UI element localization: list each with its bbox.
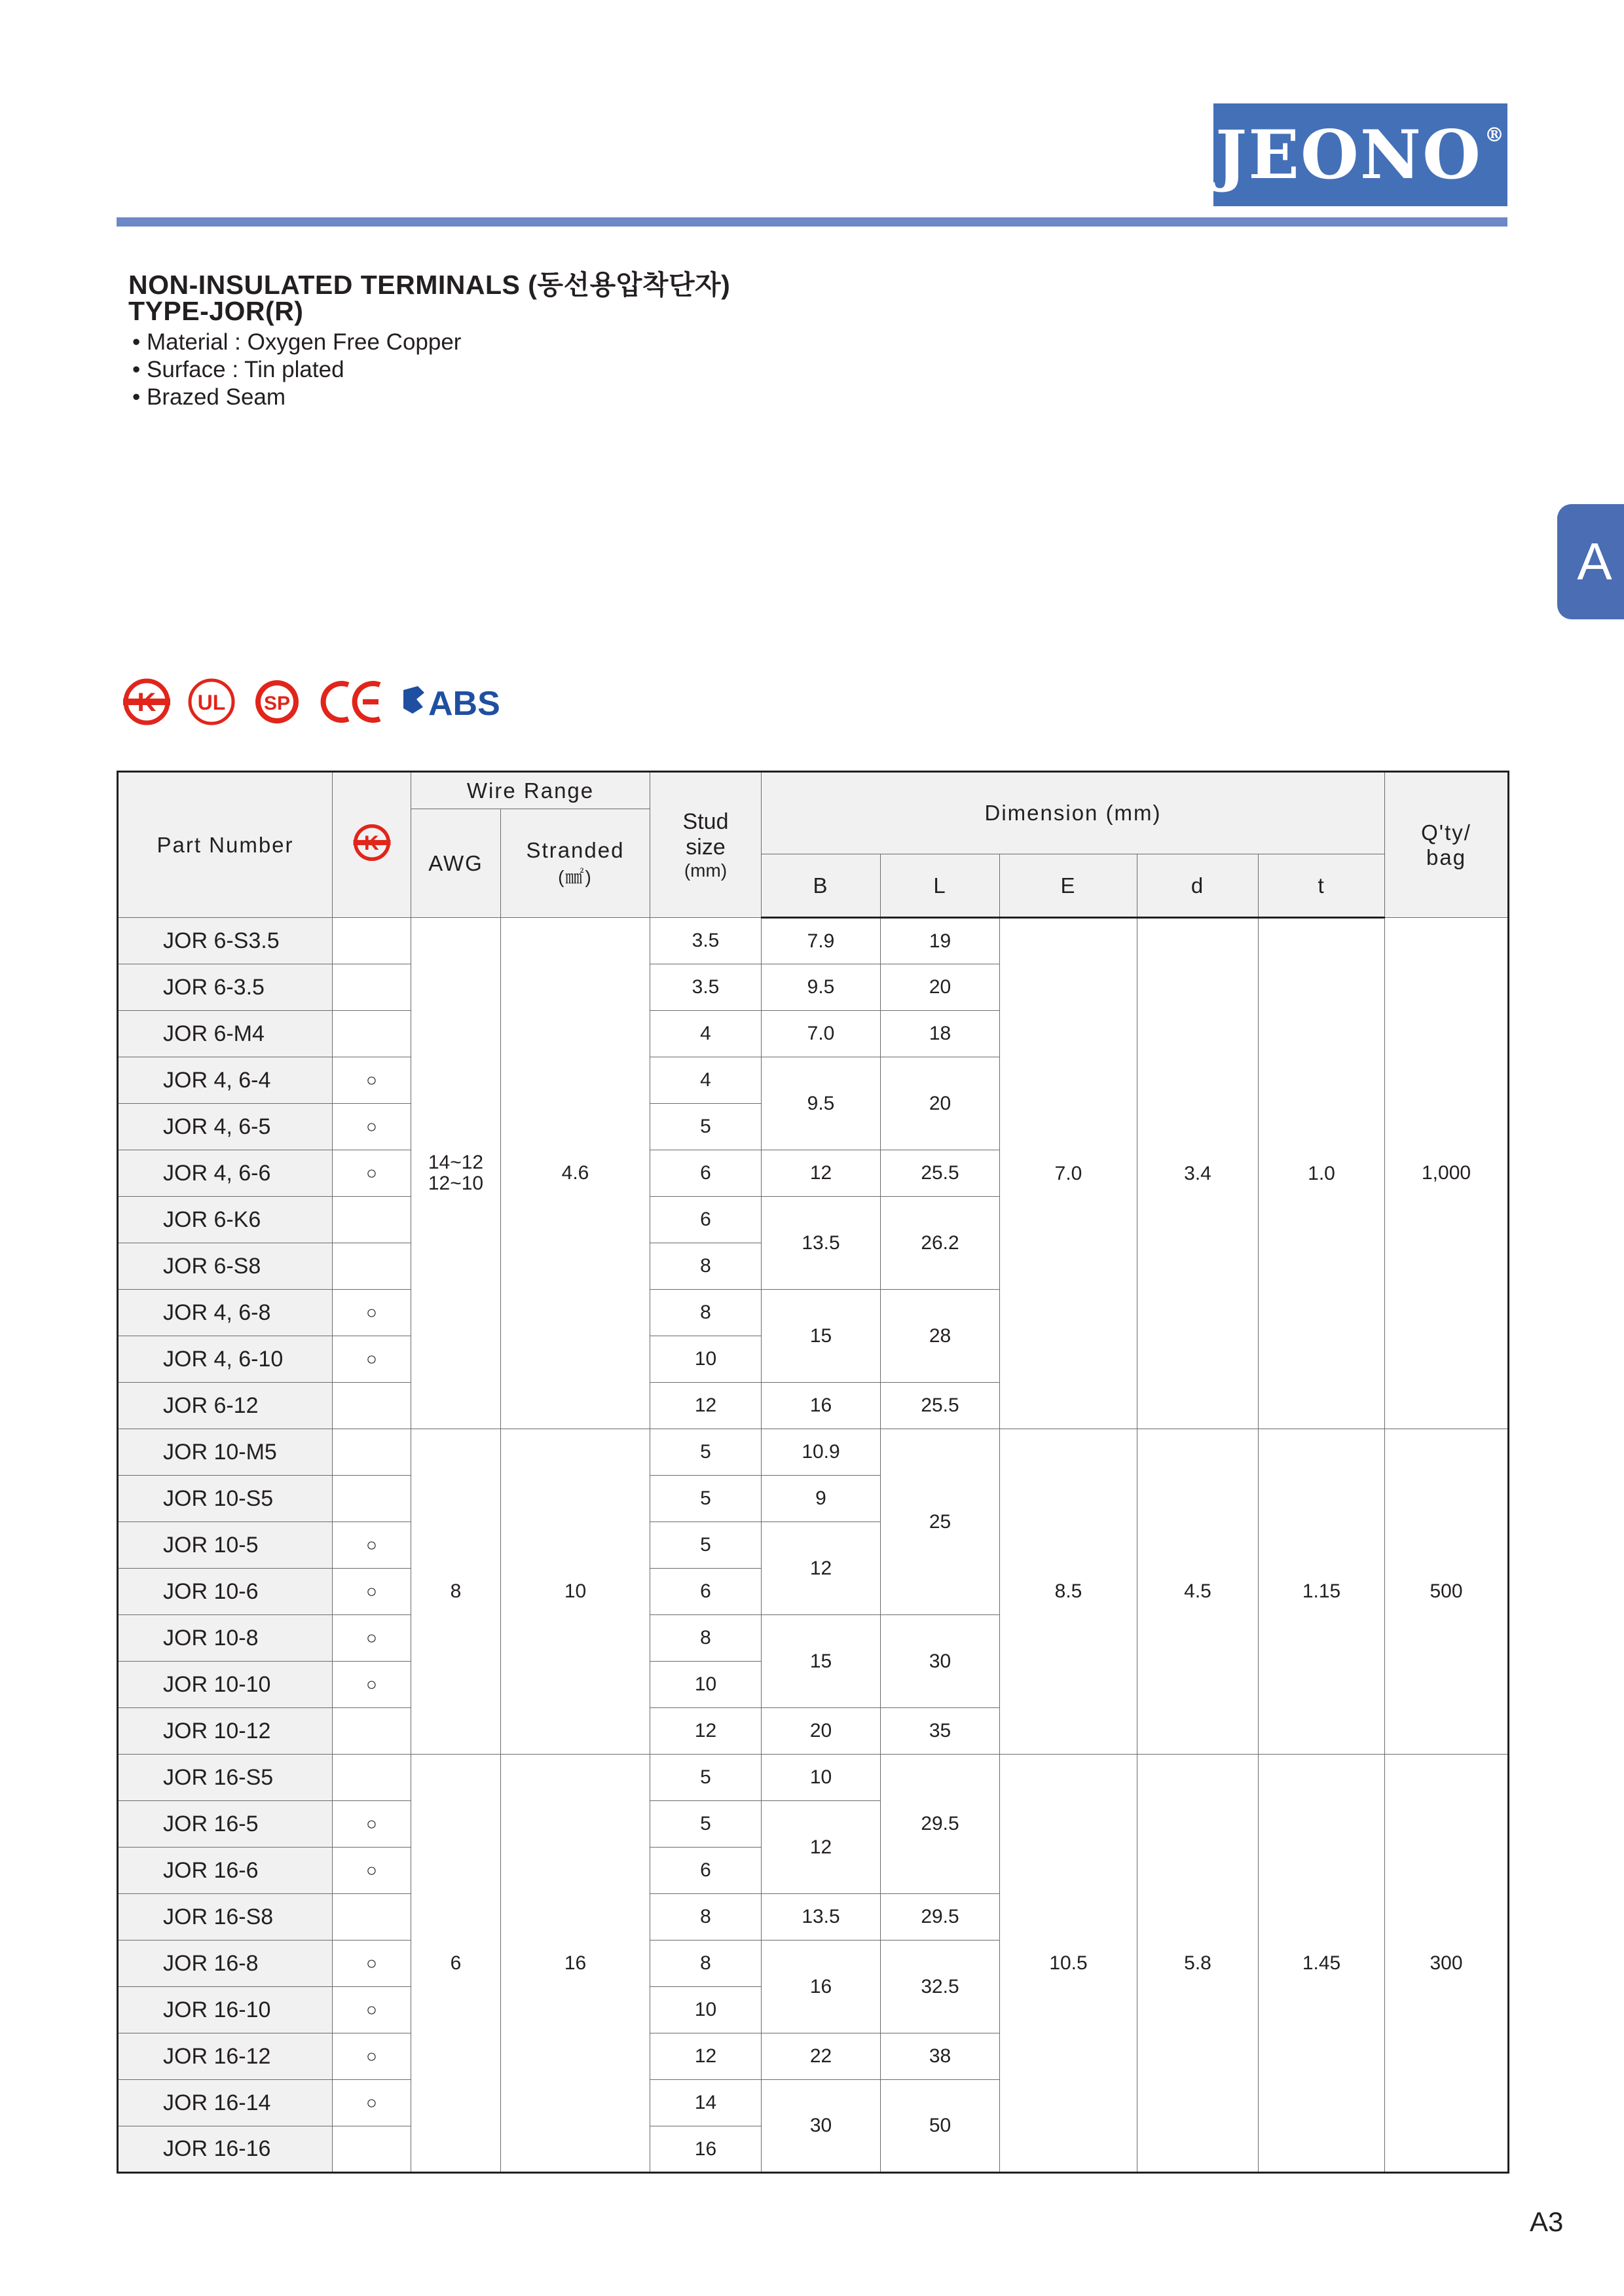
k-certified xyxy=(333,1429,411,1476)
k-certified xyxy=(333,1476,411,1522)
stud-size: 5 xyxy=(650,1755,762,1801)
stud-size: 8 xyxy=(650,1894,762,1941)
part-number: JOR 10-8 xyxy=(118,1615,333,1662)
svg-text:K: K xyxy=(137,688,157,717)
dim-l: 26.2 xyxy=(881,1197,1000,1290)
k-certified xyxy=(333,1197,411,1243)
stud-size: 8 xyxy=(650,1290,762,1336)
dim-l: 30 xyxy=(881,1615,1000,1708)
k-certified xyxy=(333,1894,411,1941)
dim-l: 19 xyxy=(881,918,1000,964)
stud-size: 6 xyxy=(650,1848,762,1894)
d-header: d xyxy=(1137,854,1259,918)
brand-name: JEONO xyxy=(1215,115,1482,194)
wire-range-header: Wire Range xyxy=(411,772,650,809)
stud-size: 5 xyxy=(650,1476,762,1522)
part-number: JOR 6-3.5 xyxy=(118,964,333,1011)
awg-line: 14~12 xyxy=(428,1152,484,1173)
part-number: JOR 10-5 xyxy=(118,1522,333,1569)
k-certified xyxy=(333,2126,411,2173)
awg-header: AWG xyxy=(411,809,501,918)
product-type: TYPE-JOR(R) xyxy=(128,296,304,326)
dim-e: 10.5 xyxy=(1000,1755,1137,2173)
dim-b: 12 xyxy=(762,1150,881,1197)
k-mark-header xyxy=(333,772,411,918)
dim-b: 16 xyxy=(762,1941,881,2033)
k-certified: ○ xyxy=(333,1662,411,1708)
stranded-header xyxy=(501,809,650,918)
k-certified: ○ xyxy=(333,1150,411,1197)
dim-t: 1.15 xyxy=(1259,1429,1385,1755)
dim-b: 16 xyxy=(762,1383,881,1429)
k-certified: ○ xyxy=(333,1336,411,1383)
part-number: JOR 10-6 xyxy=(118,1569,333,1615)
stud-size: 4 xyxy=(650,1011,762,1057)
dim-l: 32.5 xyxy=(881,1941,1000,2033)
svg-text:UL: UL xyxy=(197,691,226,714)
part-number: JOR 16-16 xyxy=(118,2126,333,2173)
stud-size: 4 xyxy=(650,1057,762,1104)
stranded-header-unit: (㎟) xyxy=(558,866,593,887)
stud-size: 3.5 xyxy=(650,964,762,1011)
awg-value: 8 xyxy=(411,1429,501,1755)
part-number: JOR 16-6 xyxy=(118,1848,333,1894)
part-number: JOR 4, 6-6 xyxy=(118,1150,333,1197)
dim-b: 15 xyxy=(762,1290,881,1383)
stud-size: 6 xyxy=(650,1569,762,1615)
dim-b: 10 xyxy=(762,1755,881,1801)
part-number: JOR 16-5 xyxy=(118,1801,333,1848)
k-certified xyxy=(333,1383,411,1429)
dim-b: 10.9 xyxy=(762,1429,881,1476)
registered-mark: ® xyxy=(1484,124,1505,147)
k-certified: ○ xyxy=(333,1987,411,2033)
dim-b: 13.5 xyxy=(762,1197,881,1290)
dim-d: 5.8 xyxy=(1137,1755,1259,2173)
stud-size: 5 xyxy=(650,1429,762,1476)
stud-size: 6 xyxy=(650,1150,762,1197)
k-certified xyxy=(333,1708,411,1755)
dim-e: 8.5 xyxy=(1000,1429,1137,1755)
dim-b: 9.5 xyxy=(762,1057,881,1150)
header-rule xyxy=(117,217,1507,227)
dim-b: 15 xyxy=(762,1615,881,1708)
k-certified: ○ xyxy=(333,2080,411,2126)
spec-seam: • Brazed Seam xyxy=(132,384,286,410)
dim-l: 29.5 xyxy=(881,1894,1000,1941)
stud-header-line1: Stud xyxy=(682,809,729,834)
part-number: JOR 6-S8 xyxy=(118,1243,333,1290)
dim-l: 18 xyxy=(881,1011,1000,1057)
l-header: L xyxy=(881,854,1000,918)
stud-size: 5 xyxy=(650,1104,762,1150)
spec-material: • Material : Oxygen Free Copper xyxy=(132,329,462,355)
stud-size: 12 xyxy=(650,1708,762,1755)
stud-header-unit: (mm) xyxy=(684,860,728,881)
stud-size: 8 xyxy=(650,1941,762,1987)
part-number: JOR 4, 6-4 xyxy=(118,1057,333,1104)
dim-l: 29.5 xyxy=(881,1755,1000,1894)
k-certified: ○ xyxy=(333,1941,411,1987)
awg-line: 12~10 xyxy=(428,1173,484,1194)
awg-value: 6 xyxy=(411,1755,501,2173)
t-header: t xyxy=(1259,854,1385,918)
dim-l: 25.5 xyxy=(881,1150,1000,1197)
part-number: JOR 16-S5 xyxy=(118,1755,333,1801)
qty-per-bag: 1,000 xyxy=(1385,918,1509,1429)
k-certified: ○ xyxy=(333,2033,411,2080)
k-certified xyxy=(333,964,411,1011)
part-number: JOR 10-M5 xyxy=(118,1429,333,1476)
qty-header-line2: bag xyxy=(1426,845,1467,869)
spec-surface: • Surface : Tin plated xyxy=(132,357,344,382)
k-mark-icon xyxy=(352,823,392,862)
part-number: JOR 6-M4 xyxy=(118,1011,333,1057)
dim-b: 12 xyxy=(762,1522,881,1615)
k-certified: ○ xyxy=(333,1801,411,1848)
part-number: JOR 16-S8 xyxy=(118,1894,333,1941)
dim-b: 30 xyxy=(762,2080,881,2173)
svg-text:SP: SP xyxy=(263,693,291,714)
dim-t: 1.45 xyxy=(1259,1755,1385,2173)
ul-logo xyxy=(187,676,236,728)
dim-t: 1.0 xyxy=(1259,918,1385,1429)
qty-header xyxy=(1385,772,1509,918)
dim-e: 7.0 xyxy=(1000,918,1137,1429)
dim-b: 7.9 xyxy=(762,918,881,964)
stud-size: 6 xyxy=(650,1197,762,1243)
k-mark-logo xyxy=(122,676,172,728)
b-header: B xyxy=(762,854,881,918)
part-number: JOR 10-10 xyxy=(118,1662,333,1708)
part-number: JOR 16-10 xyxy=(118,1987,333,2033)
part-number-header: Part Number xyxy=(118,772,333,918)
page-number: A3 xyxy=(1530,2206,1564,2237)
dim-l: 25.5 xyxy=(881,1383,1000,1429)
k-certified: ○ xyxy=(333,1848,411,1894)
stranded-value: 16 xyxy=(501,1755,650,2173)
k-certified: ○ xyxy=(333,1522,411,1569)
stud-size-header xyxy=(650,772,762,918)
stud-size: 3.5 xyxy=(650,918,762,964)
part-number: JOR 4, 6-5 xyxy=(118,1104,333,1150)
stud-size: 12 xyxy=(650,2033,762,2080)
k-certified xyxy=(333,1011,411,1057)
dim-b: 7.0 xyxy=(762,1011,881,1057)
stranded-header-label: Stranded xyxy=(526,837,625,862)
qty-header-line1: Q'ty/ xyxy=(1421,820,1471,845)
dim-b: 12 xyxy=(762,1801,881,1894)
svg-text:ABS: ABS xyxy=(428,685,500,723)
k-certified: ○ xyxy=(333,1057,411,1104)
dim-l: 38 xyxy=(881,2033,1000,2080)
stud-size: 8 xyxy=(650,1615,762,1662)
dim-l: 20 xyxy=(881,964,1000,1011)
brand-logo xyxy=(1213,103,1507,206)
dim-l: 25 xyxy=(881,1429,1000,1615)
dimension-header: Dimension (mm) xyxy=(762,772,1385,854)
sp-logo xyxy=(252,676,306,728)
page-title: NON-INSULATED TERMINALS (동선용압착단자) xyxy=(128,270,731,300)
stud-size: 10 xyxy=(650,1662,762,1708)
dim-b: 20 xyxy=(762,1708,881,1755)
part-number: JOR 16-14 xyxy=(118,2080,333,2126)
stud-size: 5 xyxy=(650,1522,762,1569)
spec-table xyxy=(117,771,1509,2174)
stud-size: 10 xyxy=(650,1336,762,1383)
ce-logo xyxy=(320,676,388,728)
k-certified: ○ xyxy=(333,1569,411,1615)
k-certified xyxy=(333,1243,411,1290)
stud-size: 5 xyxy=(650,1801,762,1848)
k-certified: ○ xyxy=(333,1615,411,1662)
qty-per-bag: 500 xyxy=(1385,1429,1509,1755)
dim-b: 22 xyxy=(762,2033,881,2080)
part-number: JOR 4, 6-10 xyxy=(118,1336,333,1383)
dim-d: 3.4 xyxy=(1137,918,1259,1429)
part-number: JOR 6-12 xyxy=(118,1383,333,1429)
k-certified xyxy=(333,918,411,964)
qty-per-bag: 300 xyxy=(1385,1755,1509,2173)
dim-b: 13.5 xyxy=(762,1894,881,1941)
stud-size: 12 xyxy=(650,1383,762,1429)
awg-value xyxy=(411,918,501,1429)
part-number: JOR 16-8 xyxy=(118,1941,333,1987)
stud-size: 16 xyxy=(650,2126,762,2173)
k-certified: ○ xyxy=(333,1104,411,1150)
stud-size: 10 xyxy=(650,1987,762,2033)
dim-l: 20 xyxy=(881,1057,1000,1150)
stranded-value: 4.6 xyxy=(501,918,650,1429)
dim-l: 50 xyxy=(881,2080,1000,2173)
dim-l: 35 xyxy=(881,1708,1000,1755)
stud-header-line2: size xyxy=(686,834,726,860)
part-number: JOR 6-K6 xyxy=(118,1197,333,1243)
k-certified: ○ xyxy=(333,1290,411,1336)
k-certified xyxy=(333,1755,411,1801)
part-number: JOR 6-S3.5 xyxy=(118,918,333,964)
part-number: JOR 16-12 xyxy=(118,2033,333,2080)
section-tab: A xyxy=(1557,504,1624,619)
part-number: JOR 4, 6-8 xyxy=(118,1290,333,1336)
stud-size: 14 xyxy=(650,2080,762,2126)
svg-text:K: K xyxy=(363,830,380,854)
e-header: E xyxy=(1000,854,1137,918)
dim-l: 28 xyxy=(881,1290,1000,1383)
dim-b: 9.5 xyxy=(762,964,881,1011)
part-number: JOR 10-12 xyxy=(118,1708,333,1755)
dim-b: 9 xyxy=(762,1476,881,1522)
stud-size: 8 xyxy=(650,1243,762,1290)
part-number: JOR 10-S5 xyxy=(118,1476,333,1522)
dim-d: 4.5 xyxy=(1137,1429,1259,1755)
abs-logo xyxy=(398,676,520,728)
stranded-value: 10 xyxy=(501,1429,650,1755)
